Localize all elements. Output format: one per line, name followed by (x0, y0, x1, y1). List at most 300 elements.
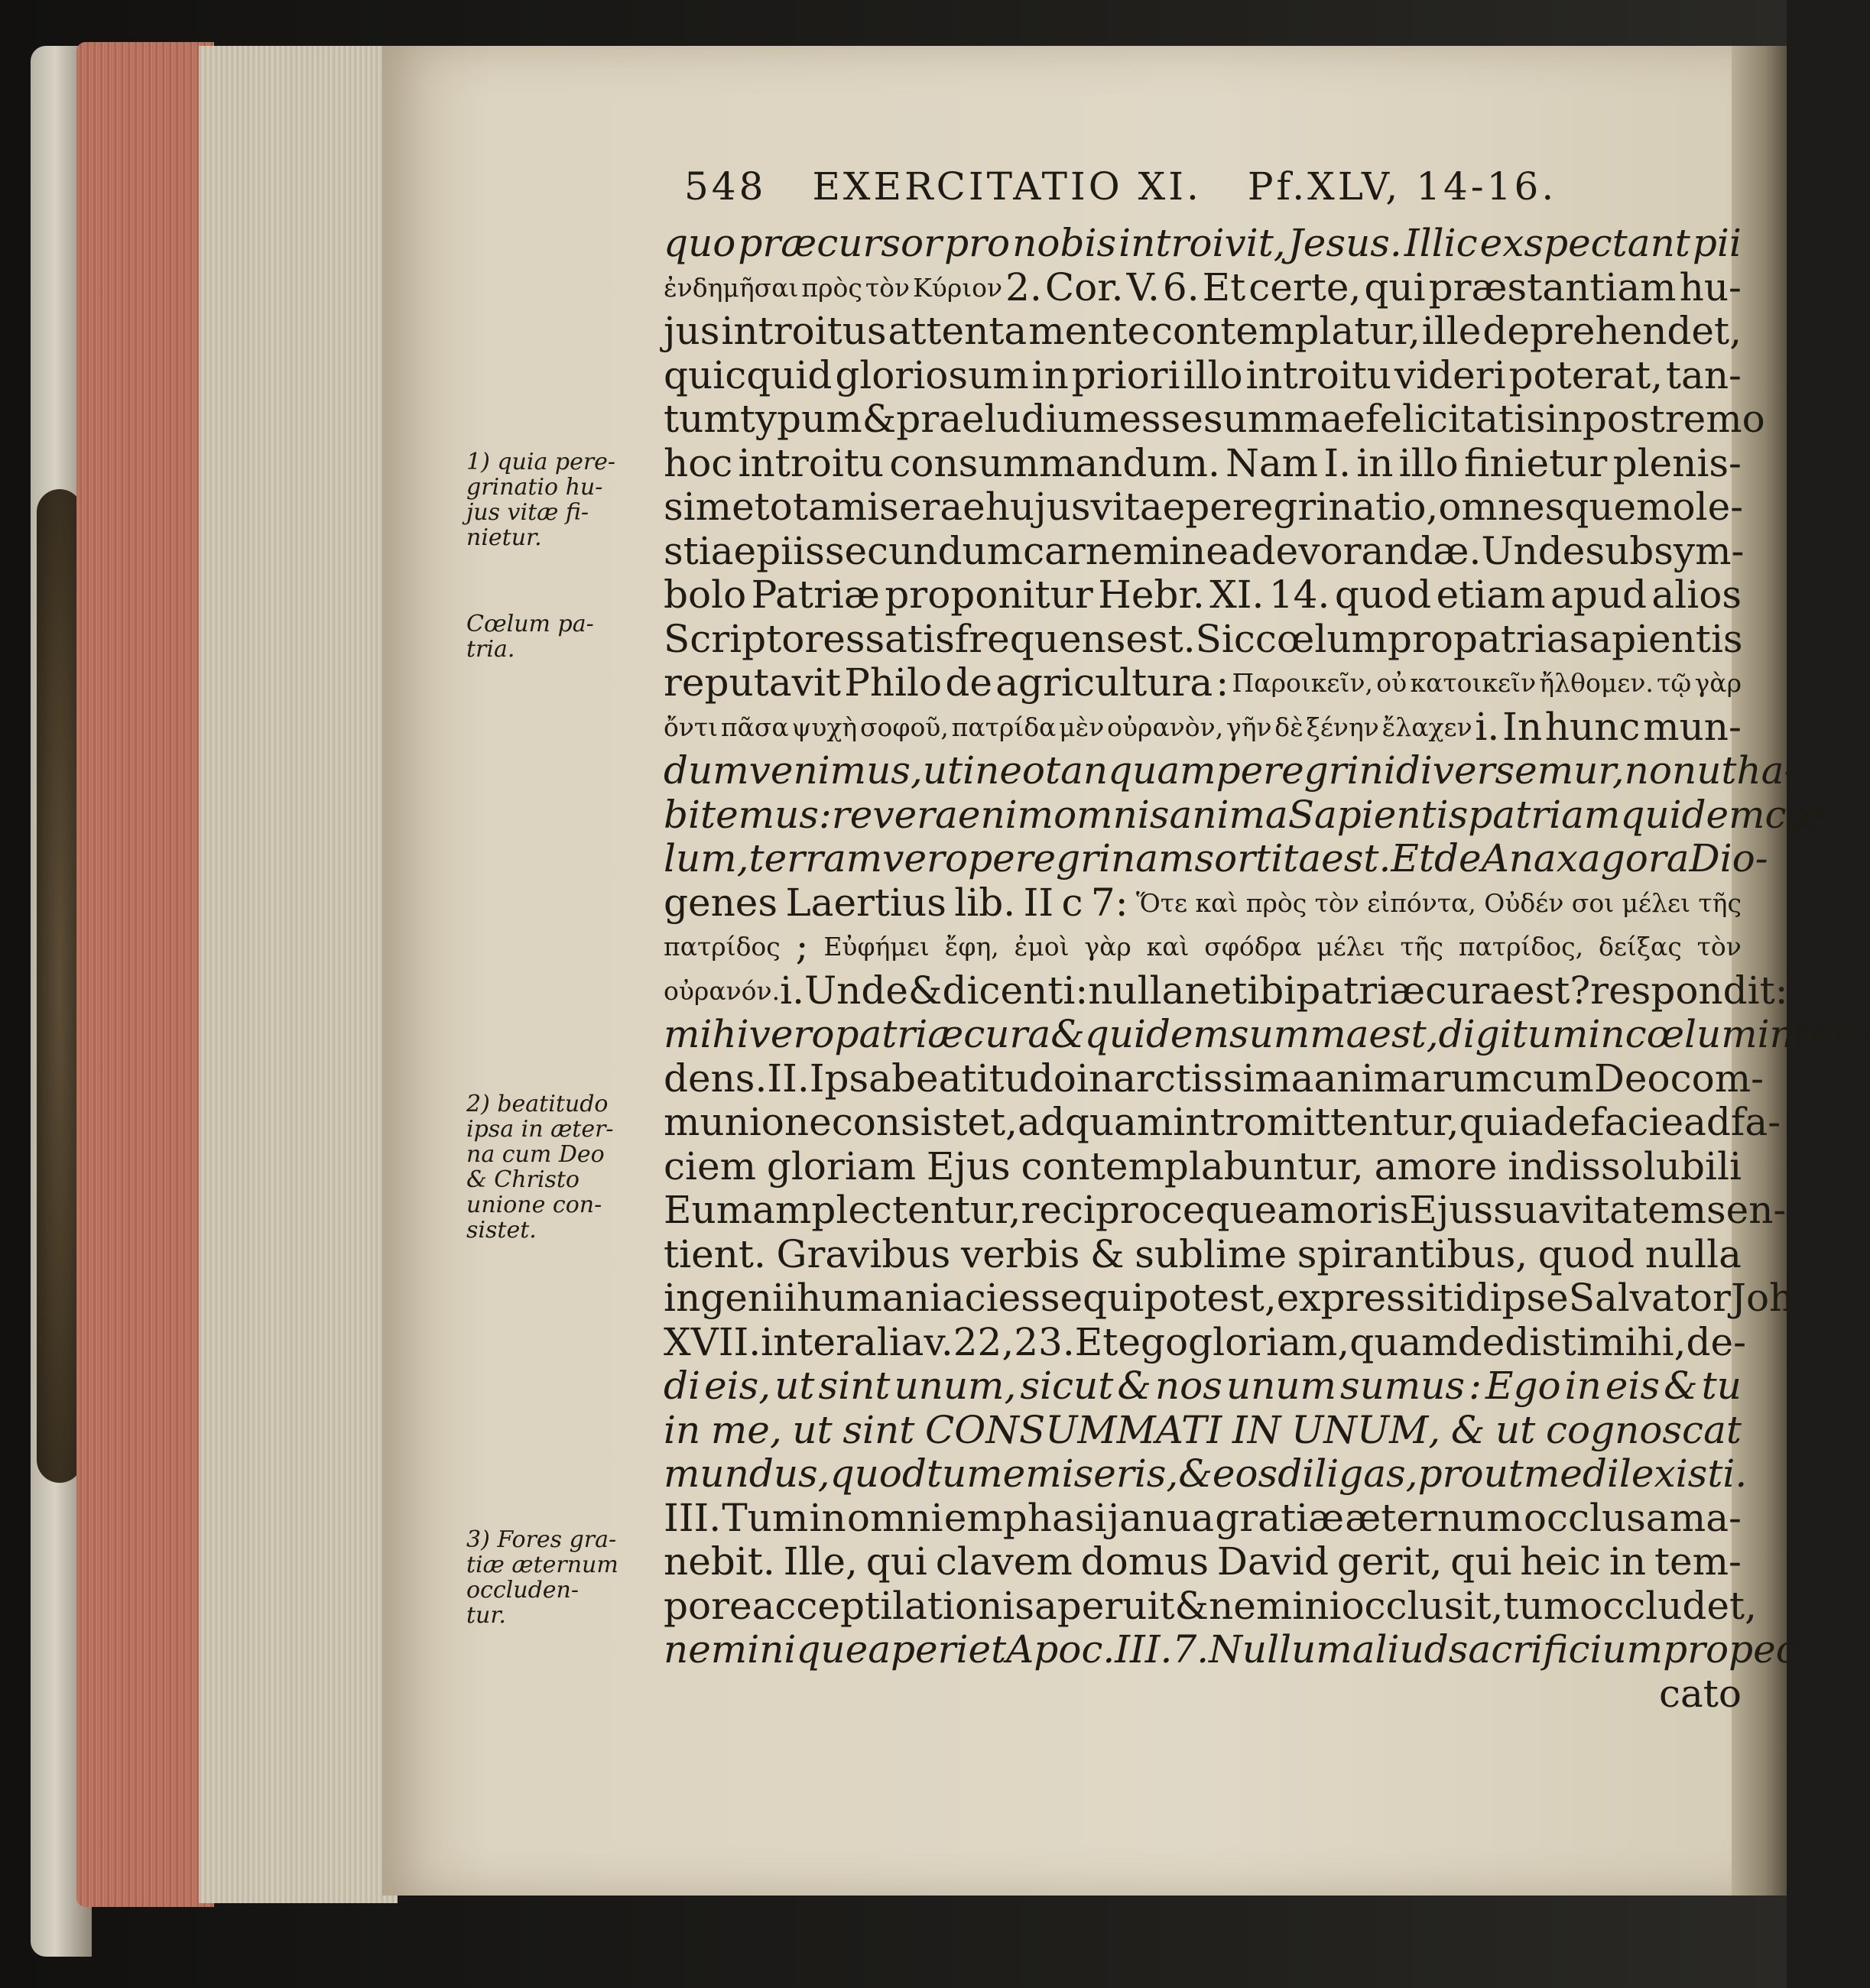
word: venimus, (748, 748, 923, 793)
word: tum (664, 397, 740, 441)
word: emphasi (943, 1495, 1107, 1540)
word: in (1609, 1539, 1647, 1584)
text-line (664, 397, 1765, 442)
word: XI. (1209, 572, 1265, 617)
word: unum (1226, 1364, 1336, 1408)
word: pore (664, 1583, 752, 1628)
word: sortita (1194, 836, 1322, 880)
word: facie (1590, 1100, 1684, 1144)
word: nullane (1088, 968, 1232, 1013)
word: Philo (844, 660, 943, 705)
margin-note-line: jus vitæ fi- (466, 499, 589, 526)
word: Nullum (1209, 1627, 1352, 1672)
word: ἐμοὶ (1014, 932, 1070, 962)
word: nobis (1012, 221, 1117, 265)
word: quo (664, 221, 736, 265)
word: In (1502, 704, 1543, 749)
word: pec- (1729, 1627, 1810, 1672)
word: pro (1663, 1627, 1729, 1672)
word: deprehendet, (1482, 309, 1742, 353)
word: γὰρ (1084, 932, 1131, 962)
word: cœlum (1625, 1012, 1758, 1056)
word: peregrini (1216, 748, 1396, 793)
word: tota (754, 485, 831, 529)
word: carnem (1023, 528, 1170, 573)
word: cura (1425, 968, 1513, 1013)
word: devorandæ. (1251, 528, 1482, 573)
margin-note-line: occluden- (466, 1577, 579, 1604)
word: cura (963, 1012, 1051, 1056)
word: id (1453, 1276, 1490, 1320)
word: sen- (1706, 1188, 1787, 1232)
word: prout (1417, 1451, 1524, 1496)
text-line (664, 968, 1788, 1013)
word: i. (780, 968, 804, 1013)
word: in (664, 1407, 701, 1452)
word: mihi, (1588, 1319, 1687, 1364)
word: verbis (960, 1231, 1080, 1276)
word: expressit (1276, 1276, 1453, 1320)
word: ὄντι (664, 712, 719, 742)
word: etiam (1436, 572, 1546, 617)
text-line (664, 1451, 1748, 1497)
word: miserae (830, 485, 985, 529)
word: I. (1323, 440, 1351, 485)
word: ha- (1736, 748, 1797, 793)
word: tanquam (1045, 748, 1216, 793)
word: introivit, (1118, 221, 1286, 265)
text-line (664, 1409, 1742, 1453)
margin-note-line: nietur. (466, 524, 542, 551)
word: τὸν (1696, 932, 1742, 962)
word: frequens (954, 616, 1126, 661)
word: beatitudo (891, 1056, 1076, 1101)
word: CONSUMMATI (924, 1407, 1222, 1452)
word: Unde (1481, 528, 1586, 573)
word: sapientis (1569, 616, 1743, 661)
word: in (963, 748, 1000, 793)
word: sint (818, 1364, 891, 1408)
word: Dio- (1689, 836, 1768, 880)
word: ea (1206, 528, 1252, 573)
word: plenis- (1612, 440, 1742, 485)
word: satis (865, 616, 955, 661)
word: aperiet (868, 1627, 1007, 1672)
word: Ὅτε (1135, 887, 1188, 918)
text-line (664, 618, 1742, 662)
word: μὲν (1059, 712, 1105, 742)
word: πρὸς (801, 272, 862, 303)
word: quod (1537, 1231, 1635, 1276)
word: gloriosum (835, 352, 1029, 397)
word: pii (1692, 221, 1742, 265)
word: hu- (1679, 264, 1742, 310)
word: Οὐδέν (1484, 887, 1564, 918)
word: genes (664, 880, 778, 925)
word: gratiæ (1215, 1495, 1345, 1540)
text-line (664, 1012, 1870, 1057)
word: 7. (1172, 1627, 1209, 1672)
word: mente (1028, 309, 1151, 353)
margin-note-line: ipsa in æter- (466, 1116, 614, 1143)
word: Et (1074, 1319, 1118, 1364)
word: ad (1018, 1100, 1065, 1144)
word: non (1624, 748, 1697, 793)
word: est. (1321, 836, 1391, 880)
word: & (1174, 1583, 1209, 1628)
text-line (664, 836, 1768, 881)
word: janua (1107, 1495, 1215, 1540)
word: ; (795, 924, 809, 968)
word: me (1523, 1451, 1583, 1496)
margin-note-line: 1) quia pere- (466, 449, 616, 475)
text-line (664, 1319, 1746, 1365)
word: amoris (1277, 1188, 1410, 1232)
word: in (1076, 1056, 1114, 1101)
word: esse (1118, 397, 1203, 441)
word: ad (1683, 1100, 1731, 1144)
word: domus (1080, 1539, 1209, 1584)
word: & (862, 397, 897, 441)
word: contemplatur, (1151, 309, 1420, 353)
word: γὰρ (1694, 668, 1742, 698)
word: quia (1459, 1100, 1544, 1144)
word: Sic (1195, 616, 1255, 661)
word: & (907, 968, 943, 1013)
word: tu (926, 1451, 967, 1496)
word: inter (761, 1319, 854, 1364)
text-line (664, 925, 1742, 969)
word: Illic (1404, 221, 1478, 265)
word: præcursor (738, 221, 943, 265)
word: 7: (1090, 880, 1128, 925)
word: tan- (1665, 352, 1742, 397)
word: cœ- (1764, 792, 1837, 837)
word: suavitatem (1493, 1188, 1706, 1232)
word: reciproceque (1021, 1188, 1278, 1232)
word: acies (941, 1276, 1041, 1320)
word: attenta (888, 309, 1028, 353)
word: introitu (738, 440, 885, 485)
word: σοι (1571, 887, 1615, 918)
word: Κύριον (913, 272, 1003, 303)
word: ut (922, 748, 963, 793)
word: Patriæ (751, 572, 880, 617)
word: poterat, (1508, 352, 1664, 397)
word: mun- (1643, 704, 1742, 749)
text-line (664, 1188, 1787, 1233)
word: introitu (1245, 352, 1392, 397)
word: sacrificium (1448, 1627, 1664, 1672)
word: Scriptores (664, 616, 865, 661)
word: hunc (1544, 704, 1641, 749)
word: eos (1212, 1451, 1278, 1496)
word: vero (882, 836, 969, 880)
word: contemplabuntur, (1021, 1143, 1364, 1189)
word: dum (664, 748, 749, 793)
word: 14. (1268, 572, 1330, 617)
word: ut (1495, 1407, 1536, 1452)
word: & (1090, 1231, 1125, 1276)
word: ingenii (664, 1276, 797, 1320)
word: de (1433, 836, 1482, 880)
word: nemini (1209, 1583, 1342, 1628)
margin-note-line: 3) Fores gra- (466, 1526, 617, 1553)
word: Apoc. (1006, 1627, 1115, 1672)
word: pro (944, 221, 1011, 265)
word: qui (1450, 1539, 1512, 1584)
word: David (1216, 1539, 1329, 1584)
word: μέλει (1622, 887, 1691, 918)
word: Εὐφήμει (823, 932, 930, 962)
word: πατρίδα (951, 712, 1057, 742)
word: Et (1391, 836, 1434, 880)
word: proponitur (885, 572, 1093, 617)
word: occludet, (1579, 1583, 1758, 1628)
word: omni (846, 1495, 943, 1540)
text-line (664, 881, 1742, 926)
word: ἔφη, (944, 932, 999, 962)
word: in (1588, 1012, 1625, 1056)
word: di (664, 1364, 700, 1408)
word: 23. (1014, 1319, 1075, 1364)
word: in (1031, 352, 1069, 397)
word: Ejus (1409, 1188, 1494, 1232)
word: V. (1126, 264, 1160, 310)
text-line (664, 1497, 1742, 1541)
word: præstantiam (1428, 264, 1677, 310)
word: bolo (664, 572, 747, 617)
text-line (664, 1627, 1810, 1672)
word: οὐρανόν. (664, 975, 781, 1006)
text-line (664, 442, 1742, 486)
word: tem- (1654, 1539, 1742, 1584)
text-line (664, 748, 1797, 793)
word: bitemus (664, 792, 819, 837)
word: & (1450, 1407, 1485, 1452)
word: videri (1394, 352, 1506, 397)
word: gloriam, (1188, 1319, 1350, 1364)
word: πατρίδος (664, 932, 781, 962)
word: δὲ (1274, 712, 1303, 742)
word: ipse (1489, 1276, 1569, 1320)
word: πατρίδος, (1458, 932, 1584, 962)
word: Ille, (783, 1539, 858, 1584)
word: respondit (1590, 968, 1775, 1013)
word: tum (1503, 1583, 1580, 1628)
word: omnesque (1438, 485, 1637, 529)
word: ma- (1669, 1495, 1742, 1540)
word: τὸν (865, 272, 911, 303)
word: quidem (1084, 1012, 1229, 1056)
word: : (1216, 660, 1229, 705)
word: Unde (804, 968, 908, 1013)
word: II. (767, 1056, 810, 1101)
word: dedisti (1457, 1319, 1589, 1364)
word: patria (1453, 616, 1570, 661)
word: priori (1071, 352, 1180, 397)
word: 6. (1162, 264, 1200, 310)
word: vero (748, 1012, 835, 1056)
word: alios (1651, 572, 1742, 617)
margin-note-2 (466, 1091, 657, 1243)
word: sym- (1654, 528, 1745, 573)
section-title: EXERCITATIO XI. (812, 164, 1202, 209)
word: οὐ (1376, 668, 1407, 698)
word: qui (865, 1539, 927, 1584)
word: XVII. (664, 1319, 761, 1364)
word: II (1023, 880, 1054, 925)
running-head (684, 164, 1563, 218)
text-line (664, 705, 1742, 750)
text-line (664, 1100, 1781, 1145)
word: UNUM, (1291, 1407, 1441, 1452)
word: hujus (985, 485, 1091, 529)
word: spirantibus, (1297, 1231, 1528, 1276)
word: Ego (1485, 1364, 1561, 1408)
word: sicut (1020, 1364, 1114, 1408)
word: tient. (664, 1231, 766, 1276)
word: felicitatis (1365, 397, 1546, 441)
page-number: 548 (684, 164, 767, 209)
word: heic (1520, 1539, 1602, 1584)
word: : (1469, 1364, 1482, 1408)
word: amplectentur, (752, 1188, 1021, 1232)
word: aperuit (1034, 1583, 1175, 1628)
word: sequi (1040, 1276, 1144, 1320)
word: patriæ (1296, 968, 1426, 1013)
word: Παροικεῖν, (1232, 668, 1373, 698)
word: sublime (1135, 1231, 1287, 1276)
word: reputavit (664, 660, 841, 705)
margin-note-line: na cum Deo (466, 1141, 605, 1168)
word: ἤλθομεν. (1539, 668, 1654, 698)
word: eo (999, 748, 1046, 793)
word: μέλει (1316, 932, 1385, 962)
word: quod (829, 1451, 927, 1496)
word: ciem (664, 1143, 756, 1189)
word: inten- (1757, 1012, 1870, 1056)
word: Nam (1226, 440, 1319, 485)
word: sumus (1339, 1364, 1466, 1408)
text-line (664, 1233, 1742, 1277)
word: & (1050, 1012, 1085, 1056)
word: jus (664, 309, 720, 353)
word: πᾶσα (720, 712, 789, 742)
word: patriæ (834, 1012, 964, 1056)
text-line (664, 222, 1742, 266)
word: illo (1183, 352, 1243, 397)
word: ψυχὴ (791, 712, 858, 742)
word: tu (1701, 1364, 1742, 1408)
text-line (664, 528, 1745, 574)
word: καὶ (1146, 932, 1190, 962)
word: arctissima (1113, 1056, 1314, 1101)
word: nebit. (664, 1539, 775, 1584)
word: Cor. (1044, 264, 1124, 310)
word: in (1564, 1364, 1602, 1408)
word: vitae (1090, 485, 1186, 529)
word: & (1178, 1451, 1213, 1496)
word: me (966, 1451, 1026, 1496)
word: patriam (1468, 792, 1621, 837)
word: potest, (1144, 1276, 1277, 1320)
word: dens. (664, 1056, 768, 1101)
word: consistet, (831, 1100, 1018, 1144)
word: 22, (953, 1319, 1015, 1364)
word: v. (924, 1319, 953, 1364)
text-line (664, 354, 1742, 398)
word: agricultura (995, 660, 1213, 705)
word: est. (1125, 616, 1196, 661)
word: τῷ (1657, 668, 1692, 698)
word: ut (792, 1407, 833, 1452)
word: hoc (664, 440, 733, 485)
word: τῆς (1698, 887, 1742, 918)
word: Anaxagora (1481, 836, 1690, 880)
word: ille (1421, 309, 1482, 353)
text-line (664, 573, 1742, 618)
word: munione (664, 1100, 832, 1144)
text-line (664, 1672, 1742, 1717)
word: III. (1115, 1627, 1173, 1672)
word: clavem (935, 1539, 1073, 1584)
word: Hebr. (1098, 572, 1205, 617)
word: typum (739, 397, 862, 441)
word: eis, (704, 1364, 771, 1408)
word: sint (842, 1407, 915, 1452)
word: quod (1334, 572, 1432, 617)
word: indissolubili (1508, 1143, 1742, 1189)
word: summae (1203, 397, 1365, 441)
word: σφόδρα (1204, 932, 1302, 962)
word: cum (1511, 1056, 1594, 1101)
word: Deo (1593, 1056, 1670, 1101)
word: γῆν (1226, 712, 1272, 742)
word: 2. (1005, 264, 1042, 310)
word: revera (831, 792, 958, 837)
word: : (1075, 968, 1089, 1013)
word: digitum (1438, 1012, 1589, 1056)
word: amore (1374, 1143, 1498, 1189)
word: de- (1686, 1319, 1746, 1364)
word: σοφοῦ, (859, 712, 949, 742)
text-line (664, 485, 1742, 530)
word: in (1545, 397, 1583, 441)
word: de (945, 660, 992, 705)
word: Et (1202, 264, 1246, 310)
word: in (1169, 528, 1206, 573)
word: peregrinatio, (1185, 485, 1439, 529)
word: aliud (1352, 1627, 1449, 1672)
word: acceptilationis (752, 1583, 1034, 1628)
margin-note-1 (466, 449, 657, 550)
word: i. (1475, 704, 1500, 749)
word: quam (1349, 1319, 1458, 1364)
word: lum, (664, 836, 749, 880)
word: unum, (894, 1364, 1017, 1408)
text-line (664, 310, 1742, 354)
margin-note-line: unione con- (466, 1192, 602, 1218)
word: in (809, 1495, 846, 1540)
word: gerit, (1336, 1539, 1443, 1584)
word: cœlum (1255, 616, 1388, 661)
word: καὶ (1195, 887, 1239, 918)
word: secundum (824, 528, 1024, 573)
word: summa (1229, 1012, 1369, 1056)
word: com- (1670, 1056, 1764, 1101)
text-line (664, 792, 1837, 838)
